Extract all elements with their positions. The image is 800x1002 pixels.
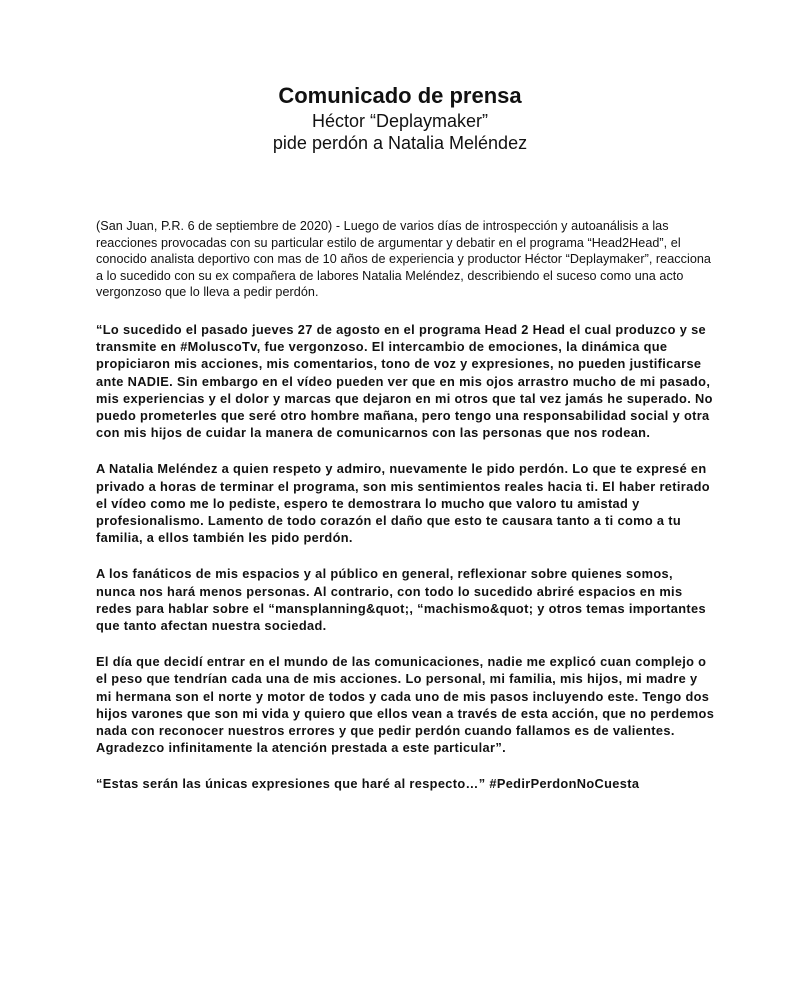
quote-paragraph-3: A los fanáticos de mis espacios y al público en general, reflexionar sobre quienes somos, nunca nos hará menos personas. Al contrario, con todo lo sucedido abriré espacios en mis redes para hablar sobre el “mansplanning&quot;, “machismo&quot; y otros temas importantes que tanto afectan nuestra sociedad. xyxy=(96,566,706,634)
quote-paragraph-4: El día que decidí entrar en el mundo de las comunicaciones, nadie me explicó cuan complejo o el peso que tendrían cada una de mis acciones. Lo personal, mi familia, mis hijos, mi madre y mi hermana son el norte y motor de todos y cada uno de mis pasos incluyendo este. Tengo dos hijos varones que son mi vida y quiero que ellos vean a través de esta acción, que no perdemos nada con reconocer nuestros errores y que pedir perdón cuando fallamos es de valientes. Agradezco infinitamente la atención prestada a este particular”. xyxy=(96,654,715,756)
quote-paragraph-2: A Natalia Meléndez a quien respeto y admiro, nuevamente le pido perdón. Lo que te expresé en privado a horas de terminar el programa, son mis sentimientos reales hacia ti. El haber retirado el vídeo como me lo pediste, espero te demostrara lo mucho que valoro tu amistad y profesionalismo. Lamento de todo corazón el daño que esto te causara tanto a ti como a tu familia, a ellos también les pido perdón. xyxy=(96,461,710,546)
quote-paragraph-1: “Lo sucedido el pasado jueves 27 de agosto en el programa Head 2 Head el cual produzco y se transmite en #MoluscoTv, fue vergonzoso. El intercambio de emociones, la dinámica que propiciaron mis acciones, mis comentarios, tono de voz y expresiones, no pueden justificarse ante NADIE. Sin embargo en el vídeo pueden ver que en mis ojos arrastro mucho de mi pasado, mis experiencias y el dolor y marcas que dejaron en mi otros que tal vez jamás he superado. No puedo prometerles que seré otro hombre mañana, pero tengo una responsabilidad social y otra con mis hijos de cuidar la manera de comunicarnos con las personas que nos rodean. xyxy=(96,321,713,441)
subtitle-line-1: Héctor “Deplaymaker” xyxy=(311,111,489,131)
closing-line: “Estas serán las únicas expresiones que haré al respecto…” #PedirPerdonNoCuesta xyxy=(96,776,640,792)
intro-paragraph: (San Juan, P.R. 6 de septiembre de 2020) - Luego de varios días de introspección y autoanálisis a las reacciones provocadas con su particular estilo de argumentar y debatir en el programa “Head2Head”, el conocido analista deportivo con mas de 10 años de experiencia y productor Héctor “Deplaymaker”, reacciona a lo sucedido con su ex compañera de labores Natalia Meléndez, describiendo el suceso como una acto vergonzoso que lo lleva a pedir perdón. xyxy=(96,219,711,300)
header xyxy=(0,82,800,154)
release-body xyxy=(96,218,716,793)
page-title: Comunicado de prensa xyxy=(278,83,522,108)
subtitle-line-2: pide perdón a Natalia Meléndez xyxy=(272,133,528,153)
